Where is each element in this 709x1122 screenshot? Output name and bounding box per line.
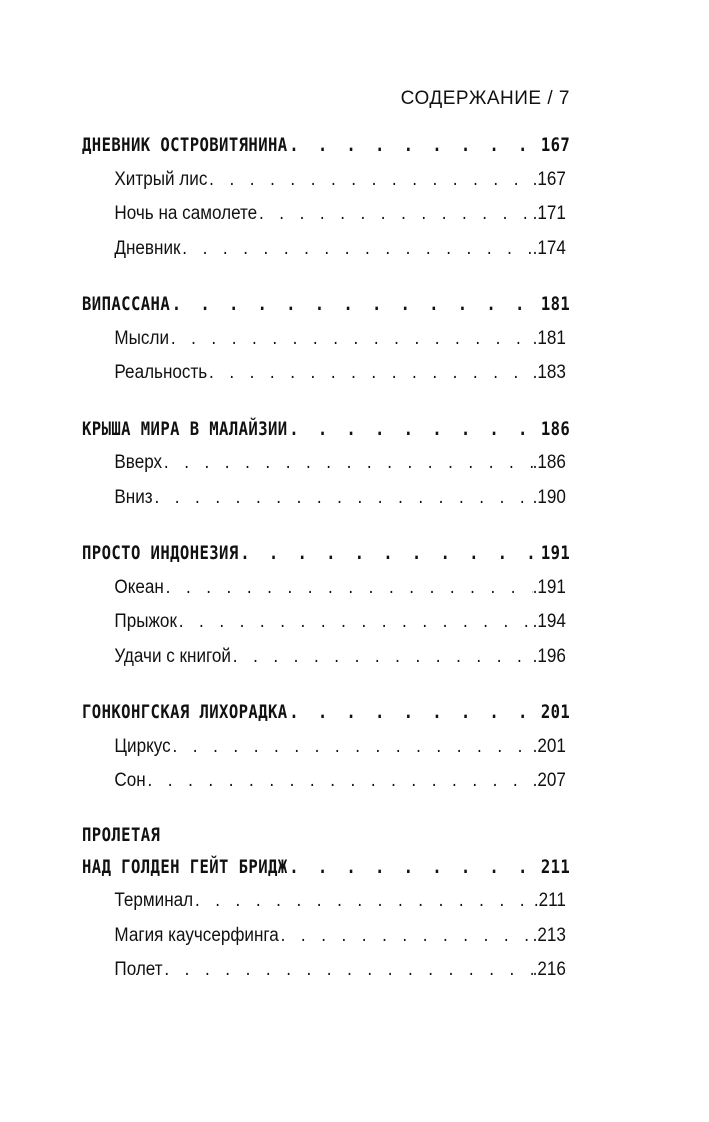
- subchapter-page-number: .196: [532, 645, 566, 667]
- dot-leader: [289, 412, 537, 447]
- dot-leader: [173, 730, 533, 765]
- subchapter-entry[interactable]: [82, 232, 566, 267]
- chapter-title: ГОНКОНГСКАЯ ЛИХОРАДКА: [82, 701, 288, 723]
- dot-leader: [154, 481, 532, 516]
- toc-section: [82, 287, 570, 391]
- subchapter-entry[interactable]: [82, 163, 566, 198]
- subchapter-entry[interactable]: [82, 730, 566, 765]
- subchapter-page-number: .207: [532, 770, 566, 791]
- subchapter-page-number: .216: [532, 959, 566, 980]
- chapter-page-number: 201: [540, 701, 571, 723]
- chapter-entry[interactable]: [82, 412, 570, 447]
- subchapter-page-number: .194: [532, 611, 566, 632]
- subchapter-entry[interactable]: [82, 197, 566, 232]
- dot-leader: [166, 571, 533, 606]
- subchapter-title: Океан: [114, 576, 164, 598]
- toc-section: [82, 695, 570, 799]
- dot-leader: [171, 322, 533, 357]
- dot-leader: [148, 764, 533, 799]
- dot-leader: [209, 163, 532, 198]
- subchapter-title: Магия каучсерфинга: [114, 924, 279, 946]
- subchapter-title: Полет: [114, 959, 163, 980]
- subchapter-entry[interactable]: [82, 481, 566, 516]
- chapter-entry[interactable]: [82, 695, 570, 730]
- running-header: СОДЕРЖАНИЕ / 7: [400, 88, 570, 109]
- subchapter-entry[interactable]: [82, 356, 566, 391]
- toc-section: [82, 536, 570, 674]
- chapter-entry-first-line[interactable]: [82, 820, 570, 850]
- chapter-title-first-line: ПРОЛЕТАЯ: [82, 823, 161, 846]
- chapter-page-number: 211: [540, 855, 571, 878]
- subchapter-title: Сон: [114, 770, 146, 791]
- chapter-title: ДНЕВНИК ОСТРОВИТЯНИНА: [82, 134, 288, 156]
- chapter-entry[interactable]: [82, 850, 570, 885]
- subchapter-page-number: .181: [532, 327, 566, 349]
- dot-leader: [281, 919, 533, 954]
- chapter-entry[interactable]: [82, 287, 570, 322]
- subchapter-page-number: .211: [533, 890, 566, 911]
- subchapter-title: Хитрый лис: [114, 168, 208, 190]
- subchapter-entry[interactable]: [82, 446, 566, 481]
- subchapter-title: Удачи с книгой: [114, 645, 231, 667]
- dot-leader: [259, 197, 533, 232]
- subchapter-entry[interactable]: [82, 605, 566, 640]
- dot-leader: [289, 850, 537, 885]
- subchapter-page-number: .171: [532, 203, 566, 224]
- dot-leader: [172, 287, 538, 322]
- subchapter-title: Мысли: [114, 327, 170, 349]
- subchapter-page-number: .213: [532, 924, 566, 946]
- subchapter-entry[interactable]: [82, 640, 566, 675]
- chapter-title: КРЫША МИРА В МАЛАЙЗИИ: [82, 417, 288, 440]
- subchapter-title: Ночь на самолете: [114, 203, 258, 224]
- dot-leader: [164, 953, 532, 988]
- chapter-page-number: 167: [540, 134, 571, 156]
- chapter-entry[interactable]: [82, 536, 570, 571]
- toc-section: [82, 820, 570, 988]
- dot-leader: [164, 446, 533, 481]
- subchapter-entry[interactable]: [82, 322, 566, 357]
- dot-leader: [179, 605, 533, 640]
- subchapter-title: Прыжок: [114, 611, 177, 632]
- chapter-title: НАД ГОЛДЕН ГЕЙТ БРИДЖ: [82, 855, 288, 878]
- subchapter-page-number: .183: [532, 362, 566, 383]
- subchapter-entry[interactable]: [82, 571, 566, 606]
- subchapter-page-number: .191: [532, 576, 566, 598]
- chapter-title: ВИПАССАНА: [82, 293, 171, 315]
- dot-leader: [195, 884, 534, 919]
- chapter-page-number: 181: [540, 293, 571, 315]
- dot-leader: [240, 536, 537, 571]
- subchapter-page-number: .190: [532, 486, 566, 508]
- dot-leader: [289, 695, 537, 730]
- subchapter-entry[interactable]: [82, 884, 566, 919]
- subchapter-title: Дневник: [114, 237, 181, 259]
- dot-leader: [209, 356, 533, 391]
- chapter-page-number: 186: [540, 417, 571, 440]
- subchapter-title: Реальность: [114, 362, 208, 383]
- subchapter-entry[interactable]: [82, 919, 566, 954]
- subchapter-page-number: .174: [532, 237, 566, 259]
- subchapter-title: Терминал: [114, 890, 194, 911]
- chapter-page-number: 191: [540, 542, 571, 564]
- subchapter-entry[interactable]: [82, 764, 566, 799]
- subchapter-entry[interactable]: [82, 953, 566, 988]
- subchapter-page-number: .167: [532, 168, 566, 190]
- subchapter-page-number: .201: [532, 735, 566, 757]
- dot-leader: [233, 640, 533, 675]
- subchapter-title: Вниз: [114, 486, 153, 508]
- dot-leader: [289, 128, 537, 163]
- toc-section: [82, 412, 570, 516]
- chapter-title: ПРОСТО ИНДОНЕЗИЯ: [82, 542, 239, 564]
- subchapter-page-number: .186: [532, 452, 566, 473]
- table-of-contents: [82, 128, 570, 1009]
- chapter-entry[interactable]: [82, 128, 570, 163]
- dot-leader: [182, 232, 532, 267]
- subchapter-title: Вверх: [114, 452, 163, 473]
- toc-section: [82, 128, 570, 266]
- subchapter-title: Циркус: [114, 735, 171, 757]
